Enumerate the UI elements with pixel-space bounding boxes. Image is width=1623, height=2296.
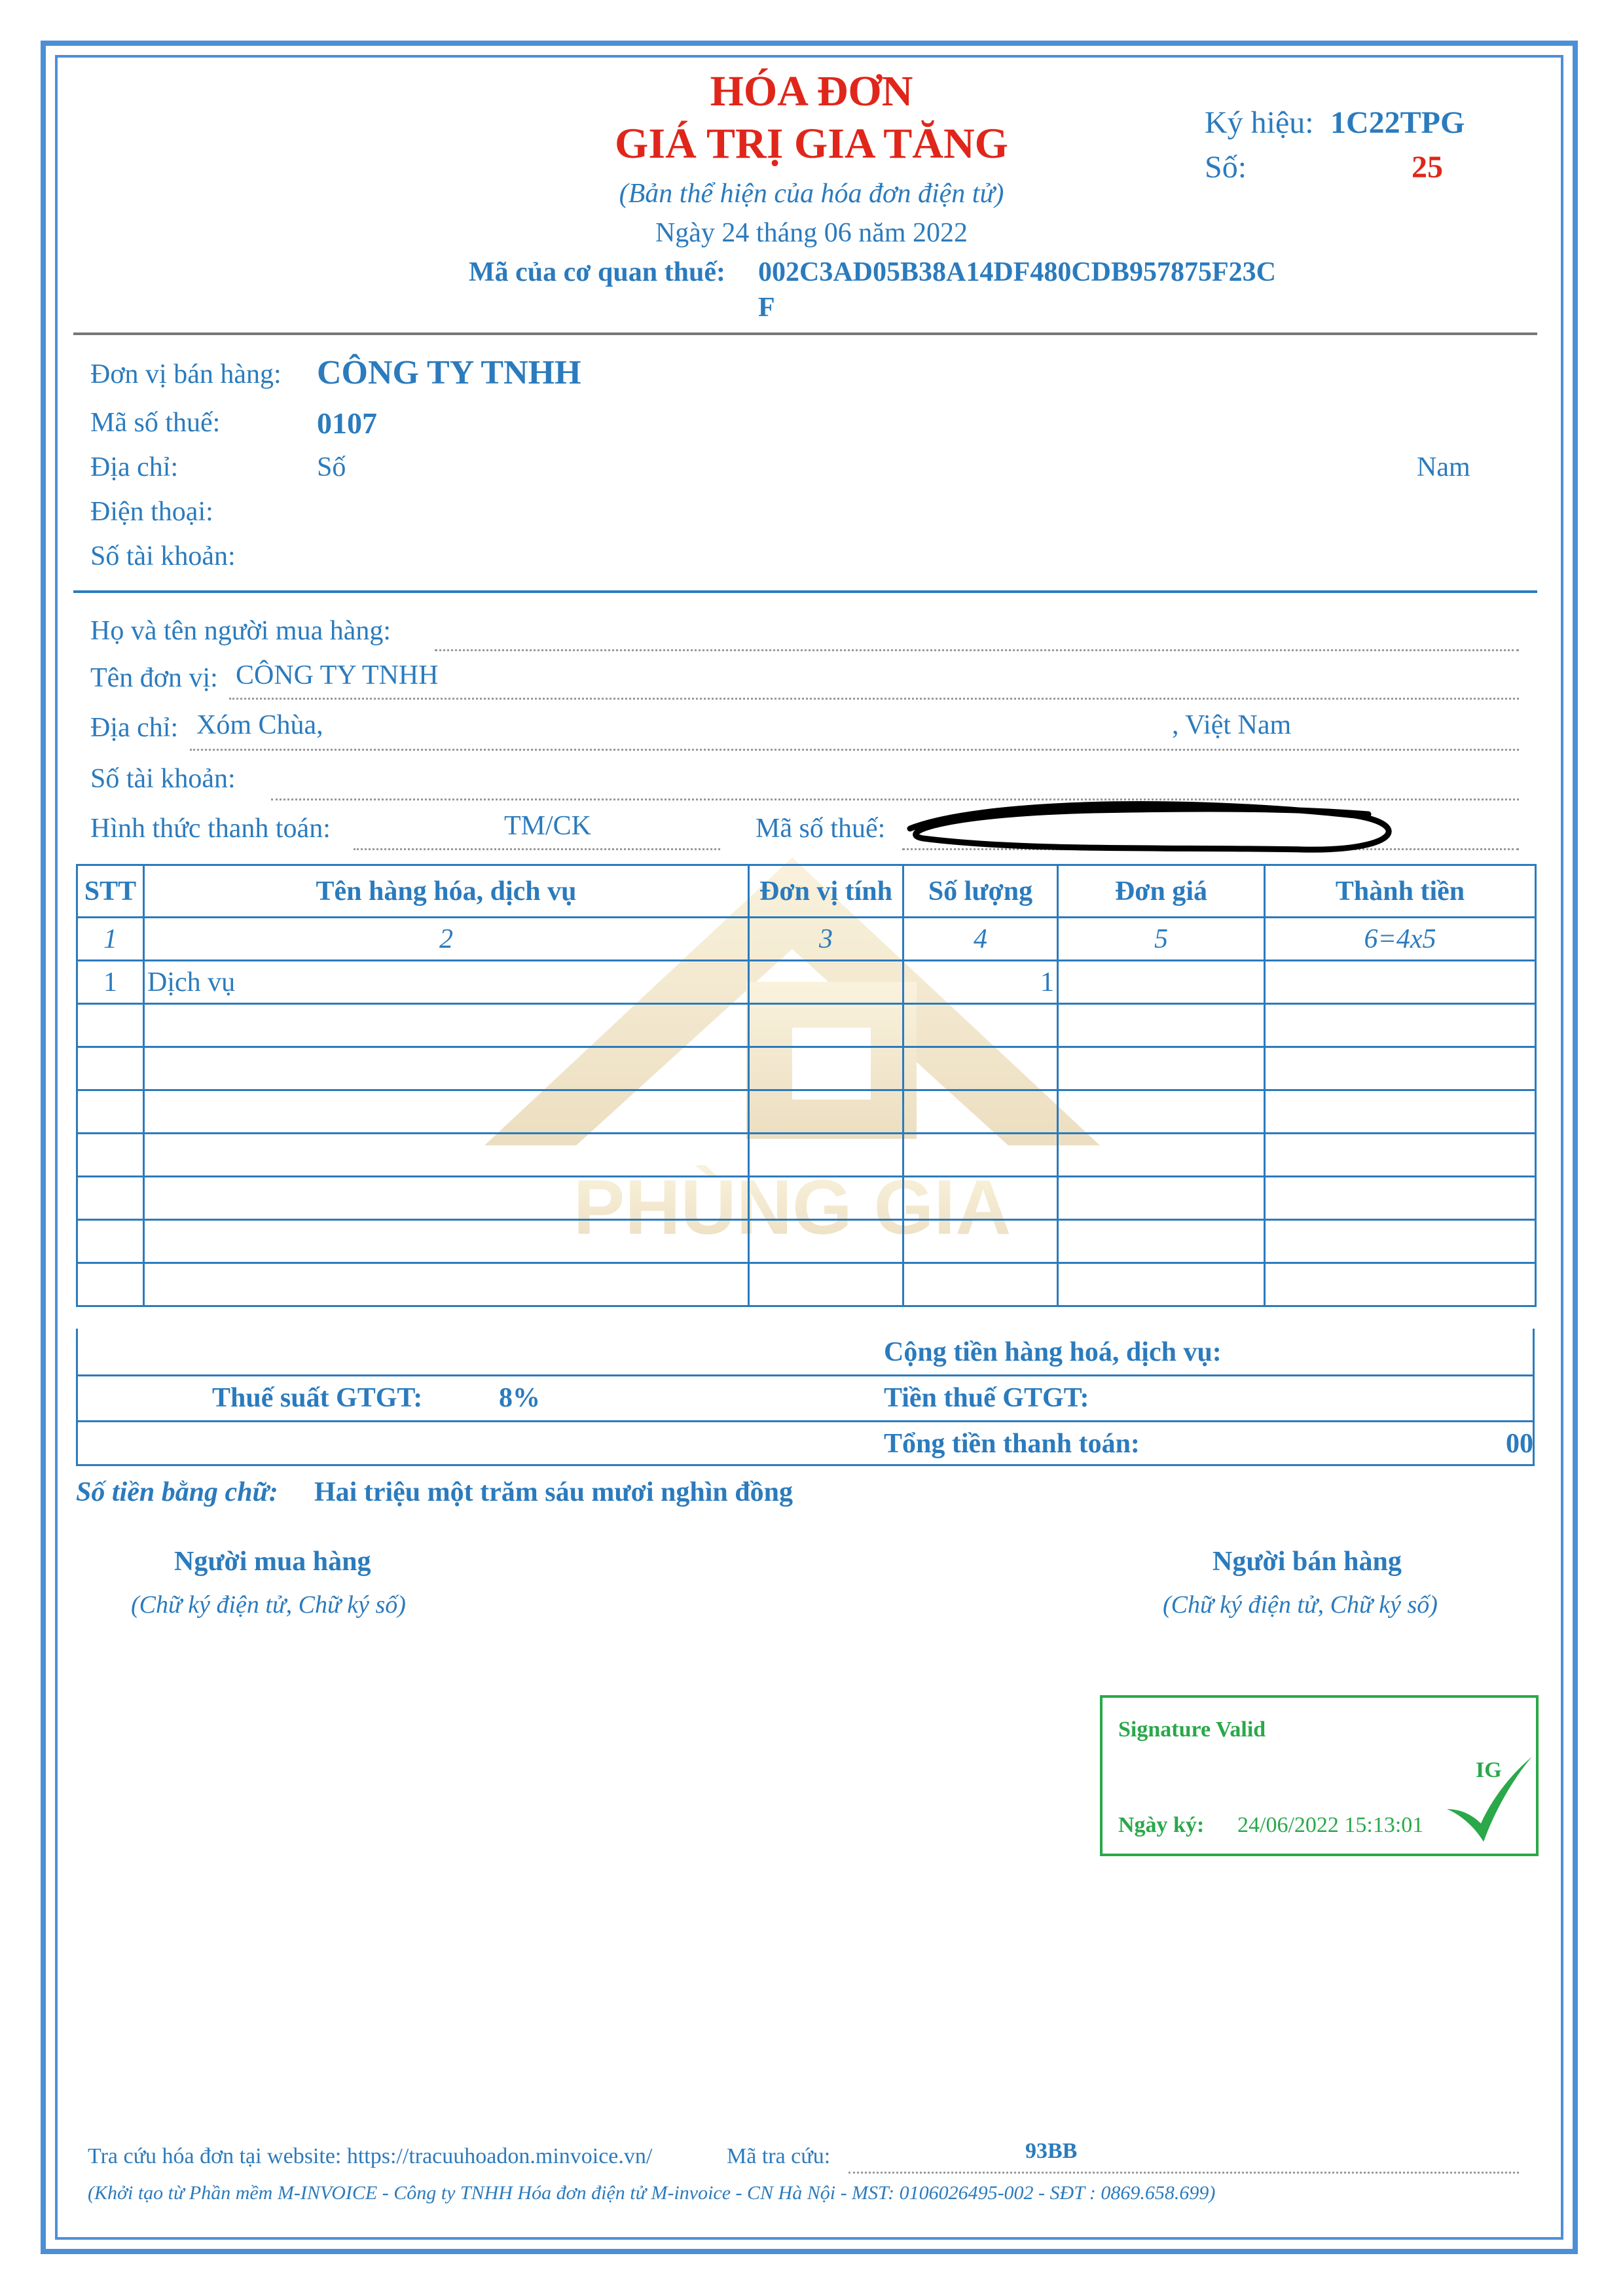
subtotal-label: Cộng tiền hàng hoá, dịch vụ: — [884, 1337, 1222, 1367]
invoice-number: 25 — [1412, 150, 1443, 185]
buyer-unit-label: Tên đơn vị: — [90, 663, 218, 693]
index-cell: 6=4x5 — [1265, 918, 1536, 961]
redaction-scribble — [897, 789, 1408, 861]
table-row-empty — [77, 1177, 1536, 1220]
seller-divider — [73, 590, 1537, 593]
buyer-signature-title: Người mua hàng — [174, 1547, 371, 1577]
vat-amount-label: Tiền thuế GTGT: — [884, 1383, 1089, 1413]
seller-unit-label: Đơn vị bán hàng: — [90, 359, 282, 389]
index-cell: 5 — [1058, 918, 1265, 961]
footer-lookup-code-label: Mã tra cứu: — [727, 2144, 831, 2168]
buyer-unit-line — [229, 698, 1519, 700]
symbol-label: Ký hiệu: — [1205, 105, 1314, 140]
signer-name: IG — [1476, 1758, 1502, 1782]
index-cell: 2 — [144, 918, 749, 961]
table-index-row — [77, 918, 1536, 961]
invoice-title-vat: GIÁ TRỊ GIA TĂNG — [615, 120, 1008, 168]
buyer-name-line — [435, 649, 1519, 651]
summary-divider — [78, 1420, 1533, 1422]
row-amount — [1265, 961, 1536, 1004]
buyer-address-value: Xóm Chùa, — [196, 710, 323, 740]
footer-lookup-text: Tra cứu hóa đơn tại website: https://tracuuhoadon.minvoice.vn/ — [88, 2144, 653, 2168]
number-label: Số: — [1205, 150, 1247, 185]
col-header-qty: Số lượng — [903, 865, 1058, 918]
row-price — [1058, 961, 1265, 1004]
table-row-empty — [77, 1004, 1536, 1047]
seller-unit-value: CÔNG TY TNHH — [317, 354, 581, 391]
table-row-empty — [77, 1047, 1536, 1090]
vat-rate-label: Thuế suất GTGT: — [212, 1383, 423, 1413]
amount-in-words: Hai triệu một trăm sáu mươi nghìn đồng — [314, 1477, 793, 1507]
table-row-empty — [77, 1134, 1536, 1177]
table-row — [77, 961, 1536, 1004]
table-row-empty — [77, 1220, 1536, 1263]
sign-date-value: 24/06/2022 15:13:01 — [1237, 1813, 1424, 1837]
lookup-code-line — [848, 2172, 1519, 2174]
col-header-stt: STT — [77, 865, 144, 918]
buyer-account-label: Số tài khoản: — [90, 764, 236, 794]
items-table — [76, 864, 1537, 1307]
tax-authority-code: 002C3AD05B38A14DF480CDB957875F23C — [758, 257, 1276, 287]
seller-account-label: Số tài khoản: — [90, 541, 236, 571]
payment-method-line — [354, 848, 720, 850]
seller-tax-label: Mã số thuế: — [90, 408, 221, 438]
index-cell: 4 — [903, 918, 1058, 961]
buyer-address-label: Địa chỉ: — [90, 713, 179, 743]
index-cell: 1 — [77, 918, 144, 961]
buyer-unit-value: CÔNG TY TNHH — [236, 660, 439, 691]
header-divider — [73, 332, 1537, 335]
signature-valid-box[interactable] — [1100, 1695, 1539, 1856]
symbol-value: 1C22TPG — [1330, 105, 1465, 140]
buyer-tax-label: Mã số thuế: — [756, 814, 886, 844]
table-row-empty — [77, 1090, 1536, 1134]
sign-date-label: Ngày ký: — [1118, 1813, 1205, 1837]
col-header-unit: Đơn vị tính — [749, 865, 903, 918]
row-unit — [749, 961, 903, 1004]
tax-authority-code-cont: F — [758, 293, 775, 323]
tax-authority-code-label: Mã của cơ quan thuế: — [469, 257, 725, 287]
buyer-address-tail: , Việt Nam — [1172, 710, 1292, 740]
summary-divider — [78, 1374, 1533, 1376]
row-quantity: 1 — [903, 961, 1058, 1004]
table-row-empty — [77, 1263, 1536, 1306]
total-value: 00 — [1506, 1429, 1533, 1459]
seller-signature-note: (Chữ ký điện tử, Chữ ký số) — [1163, 1591, 1438, 1619]
checkmark-icon — [1443, 1750, 1535, 1848]
total-label: Tổng tiền thanh toán: — [884, 1429, 1140, 1459]
index-cell: 3 — [749, 918, 903, 961]
footer-lookup-code: 93BB — [1025, 2139, 1078, 2163]
col-header-name: Tên hàng hóa, dịch vụ — [144, 865, 749, 918]
row-stt: 1 — [77, 961, 144, 1004]
table-header-row — [77, 865, 1536, 918]
signature-valid-label: Signature Valid — [1118, 1717, 1266, 1742]
watermark-text: PHÙNG GIA — [573, 1164, 1012, 1251]
seller-address-label: Địa chỉ: — [90, 452, 179, 482]
amount-in-words-label: Số tiền bằng chữ: — [76, 1477, 278, 1507]
invoice-title: HÓA ĐƠN — [710, 67, 913, 115]
seller-signature-title: Người bán hàng — [1213, 1547, 1402, 1577]
seller-phone-label: Điện thoại: — [90, 497, 213, 527]
vat-rate-value: 8% — [499, 1383, 540, 1413]
buyer-address-line — [190, 749, 1519, 751]
seller-tax-value: 0107 — [317, 406, 377, 440]
payment-method-label: Hình thức thanh toán: — [90, 814, 331, 844]
seller-address-tail: Nam — [1417, 452, 1470, 482]
buyer-name-label: Họ và tên người mua hàng: — [90, 616, 392, 646]
col-header-price: Đơn giá — [1058, 865, 1265, 918]
invoice-subtitle: (Bản thể hiện của hóa đơn điện tử) — [619, 179, 1004, 209]
invoice-date: Ngày 24 tháng 06 năm 2022 — [655, 218, 968, 248]
row-item-name: Dịch vụ — [144, 961, 749, 1004]
buyer-signature-note: (Chữ ký điện tử, Chữ ký số) — [131, 1591, 406, 1619]
footer-software-note: (Khởi tạo từ Phần mềm M-INVOICE - Công ty TNHH Hóa đơn điện tử M-invoice - CN Hà Nội - MST: 0106026495-002 - SĐT : 0869.658.699) — [88, 2182, 1216, 2204]
payment-method-value: TM/CK — [504, 811, 592, 841]
seller-address-value: Số — [317, 452, 346, 482]
col-header-amount: Thành tiền — [1265, 865, 1536, 918]
